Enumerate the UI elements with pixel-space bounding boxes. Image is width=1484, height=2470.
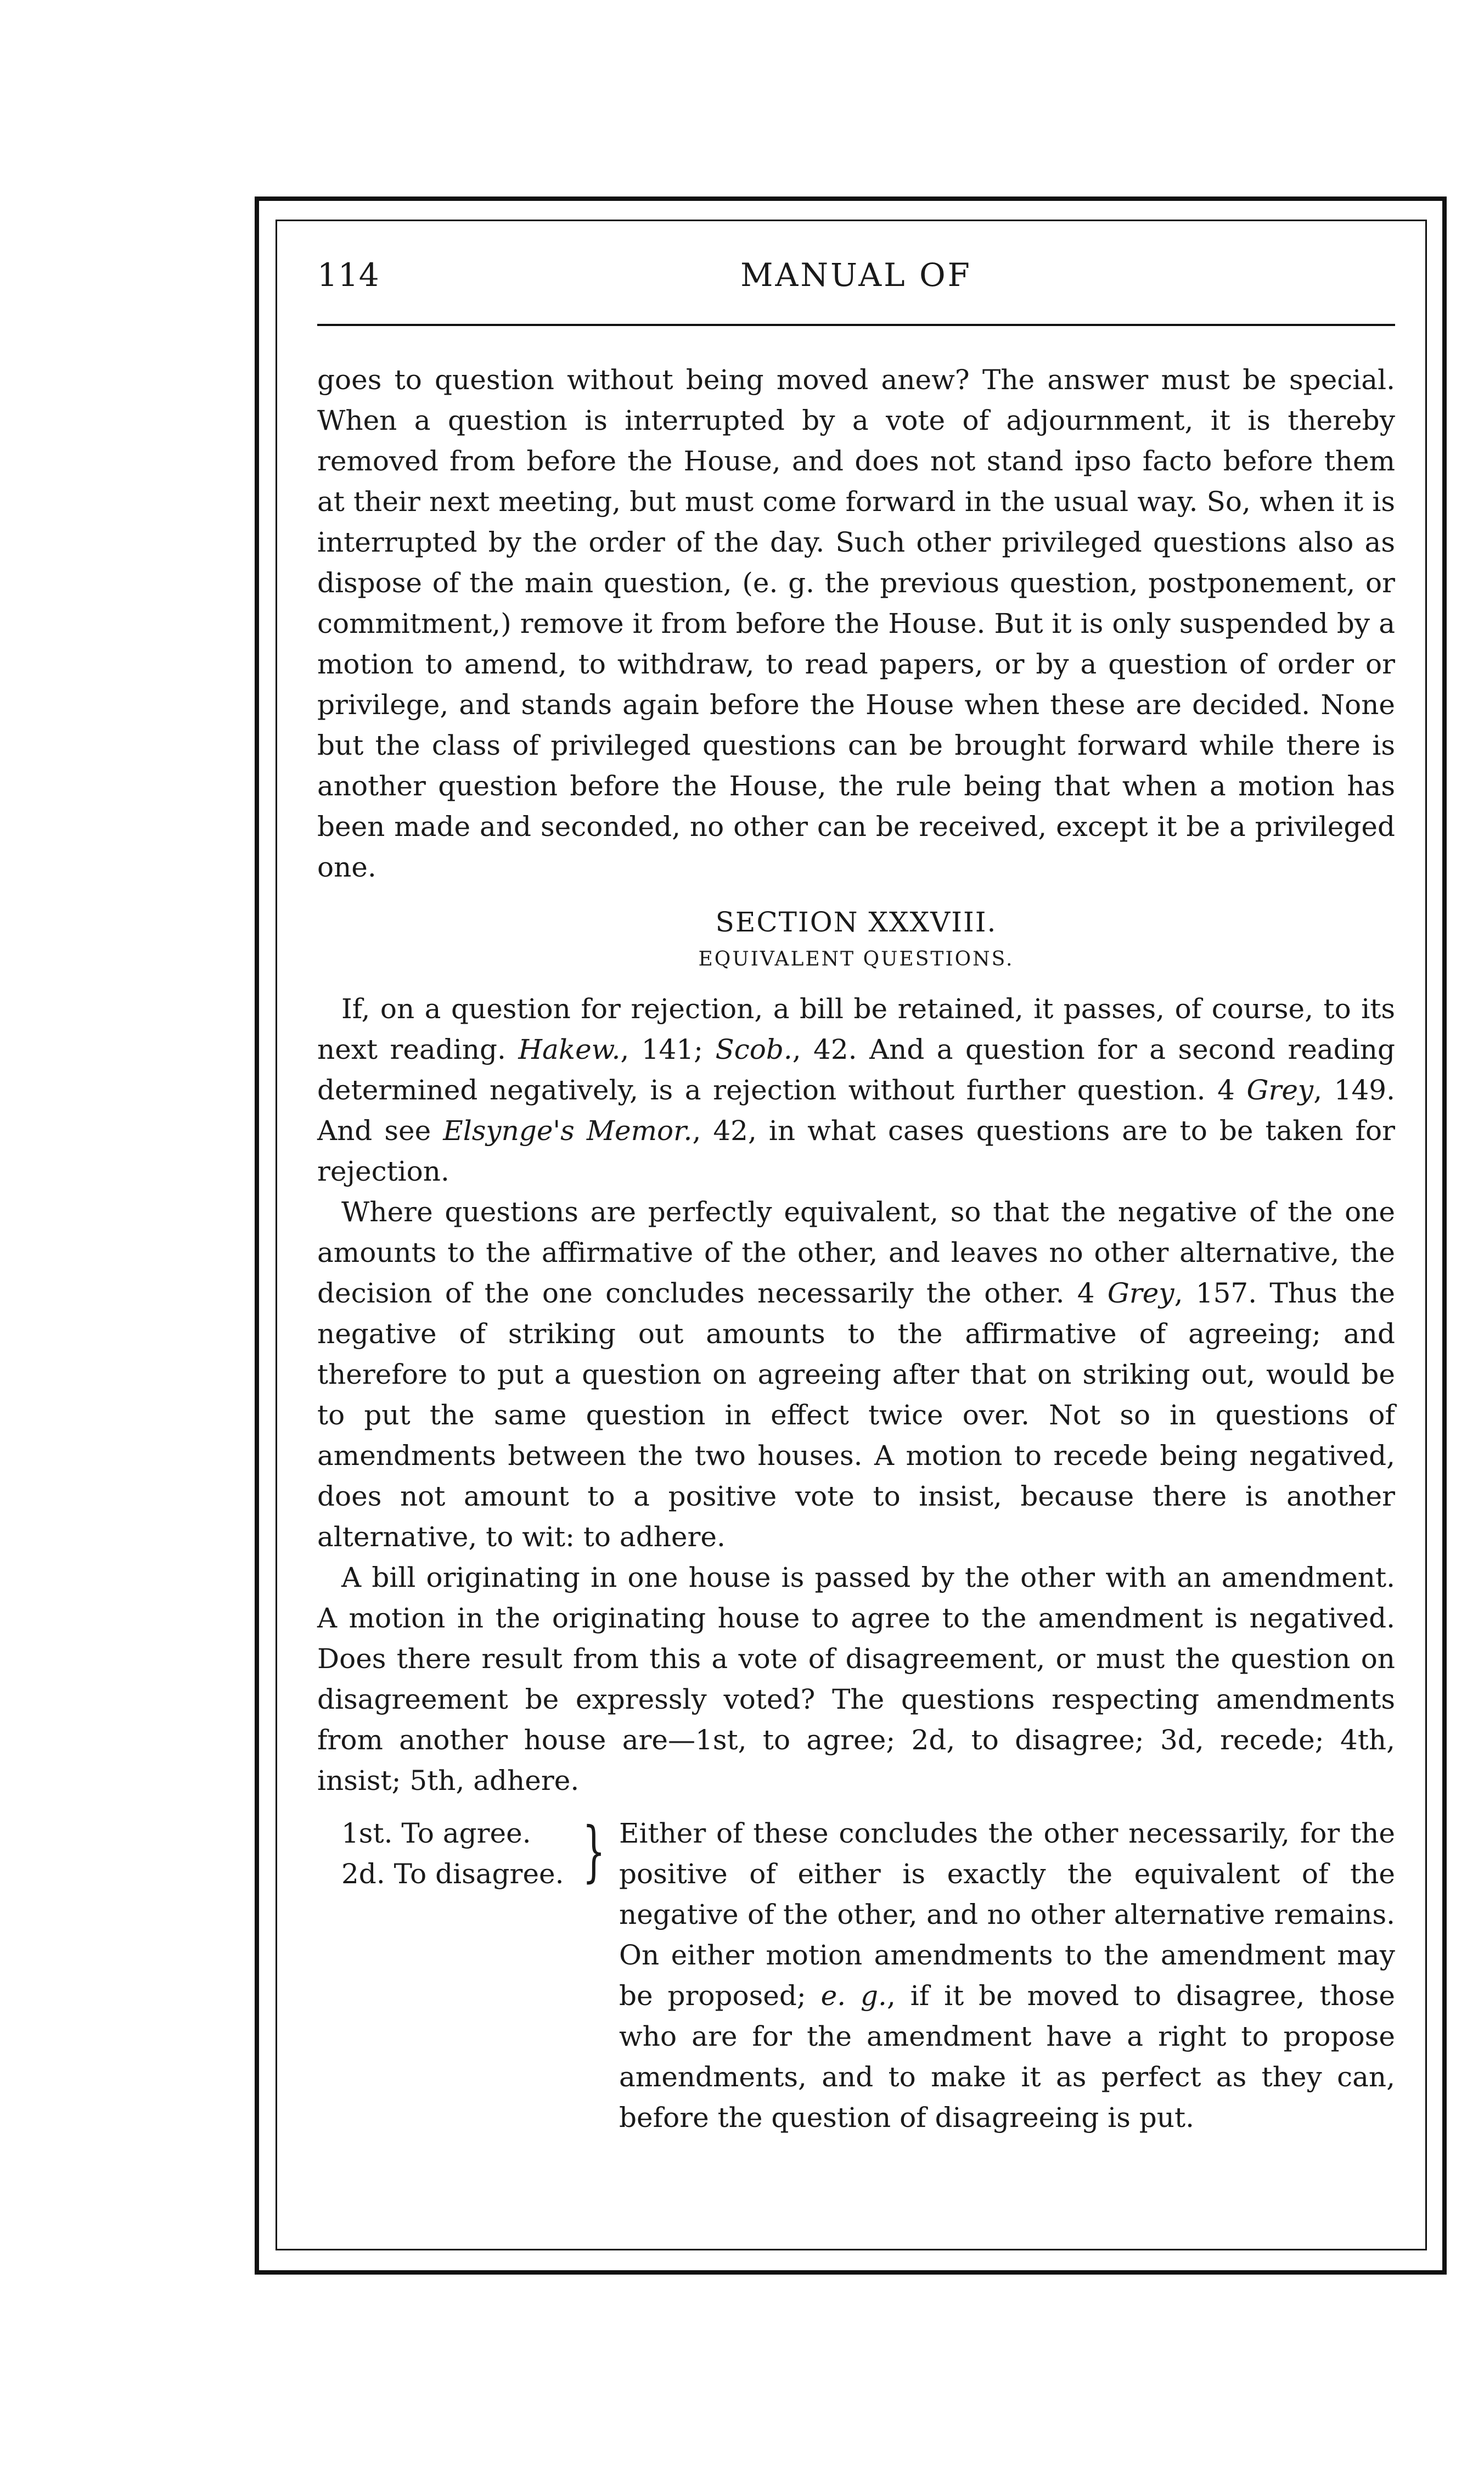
numbered-labels: [317, 1813, 619, 2138]
page-number: 114: [317, 256, 380, 294]
citation: Grey: [1246, 1074, 1314, 1106]
numbered-block: [317, 1813, 1395, 2138]
paragraph-equivalent: [317, 1192, 1395, 1557]
page-header: [317, 250, 1395, 321]
section-subtitle: EQUIVALENT QUESTIONS.: [698, 948, 1014, 970]
brace: }: [582, 1814, 605, 1890]
text-run: , 149. And see: [317, 1074, 1395, 1147]
book-page: [317, 250, 1395, 2237]
text-run: , 141;: [620, 1034, 704, 1065]
label-agree: 1st. To agree.: [341, 1817, 531, 1849]
header-rule: [317, 324, 1395, 326]
text-run: , if it be moved to disagree, those who are for the amendment have a right to propose amendments, and to make it as perfect as they can, before the question of disagreeing is put.: [619, 1980, 1395, 2134]
running-head: MANUAL OF: [740, 256, 972, 294]
citation: Hakew.: [518, 1034, 621, 1065]
paragraph-amendment: A bill originating in one house is passed by the other with an amendment. A motion in the originating house to agree to the amendment is negatived. Does there result from this a vote of disagreement, or must the question on disagreement be expressly voted? The questions respecting amendments from another house are—1st, to agree; 2d, to disagree; 3d, recede; 4th, insist; 5th, adhere.: [317, 1562, 1395, 1797]
numbered-text: [619, 1813, 1395, 2138]
text-run: , 157. Thus the negative of striking out amounts to the affirmative of agreeing; and therefore to put a question on agreeing after that on striking out, would be to put the same question in effect twice over. Not so in questions of amendments between the two houses. A motion to recede being negatived, does not amount to a positive vote to insist, because there is another alternative, to wit: to adhere.: [317, 1277, 1395, 1553]
text-run: , 42, in what cases questions are to be taken for rejection.: [317, 1115, 1395, 1187]
citation: Scob.: [715, 1034, 792, 1065]
text-run: , 42. And a question for a second reading determined negatively, is a rejection without further question. 4: [317, 1034, 1395, 1106]
citation: Grey: [1107, 1277, 1174, 1309]
text-run: Either of these concludes the other necessarily, for the positive of either is exactly the equivalent of the negative of the other, and no other alternative remains. On either motion amendments to the amendment may be proposed;: [619, 1817, 1395, 2012]
label-disagree: 2d. To disagree.: [341, 1858, 564, 1890]
citation: Elsynge's Memor.: [443, 1115, 693, 1147]
body-text: [317, 360, 1395, 2138]
abbreviation: e. g.: [820, 1980, 887, 2012]
text-run: Where questions are perfectly equivalent, so that the negative of the one amounts to the affirmative of the other, and leaves no other alternative, the decision of the one concludes necessarily the other. 4: [317, 1196, 1395, 1309]
section-title: SECTION XXXVIII.: [715, 906, 997, 938]
text-run: If, on a question for rejection, a bill be retained, it passes, of course, to its next reading.: [317, 993, 1395, 1065]
paragraph-rejection: [317, 989, 1395, 1192]
paragraph-continuation: goes to question without being moved anew? The answer must be special. When a question is interrupted by a vote of adjournment, it is thereby removed from before the House, and does not stand ipso facto before them at their next meeting, but must come forward in the usual way. So, when it is interrupted by the order of the day. Such other privileged questions also as dispose of the main question, (e. g. the previous question, postponement, or commitment,) remove it from before the House. But it is only suspended by a motion to amend, to withdraw, to read papers, or by a question of order or privilege, and stands again before the House when these are decided. None but the class of privileged questions can be brought forward while there is another question before the House, the rule being that when a motion has been made and seconded, no other can be received, except it be a privileged one.: [317, 364, 1395, 883]
